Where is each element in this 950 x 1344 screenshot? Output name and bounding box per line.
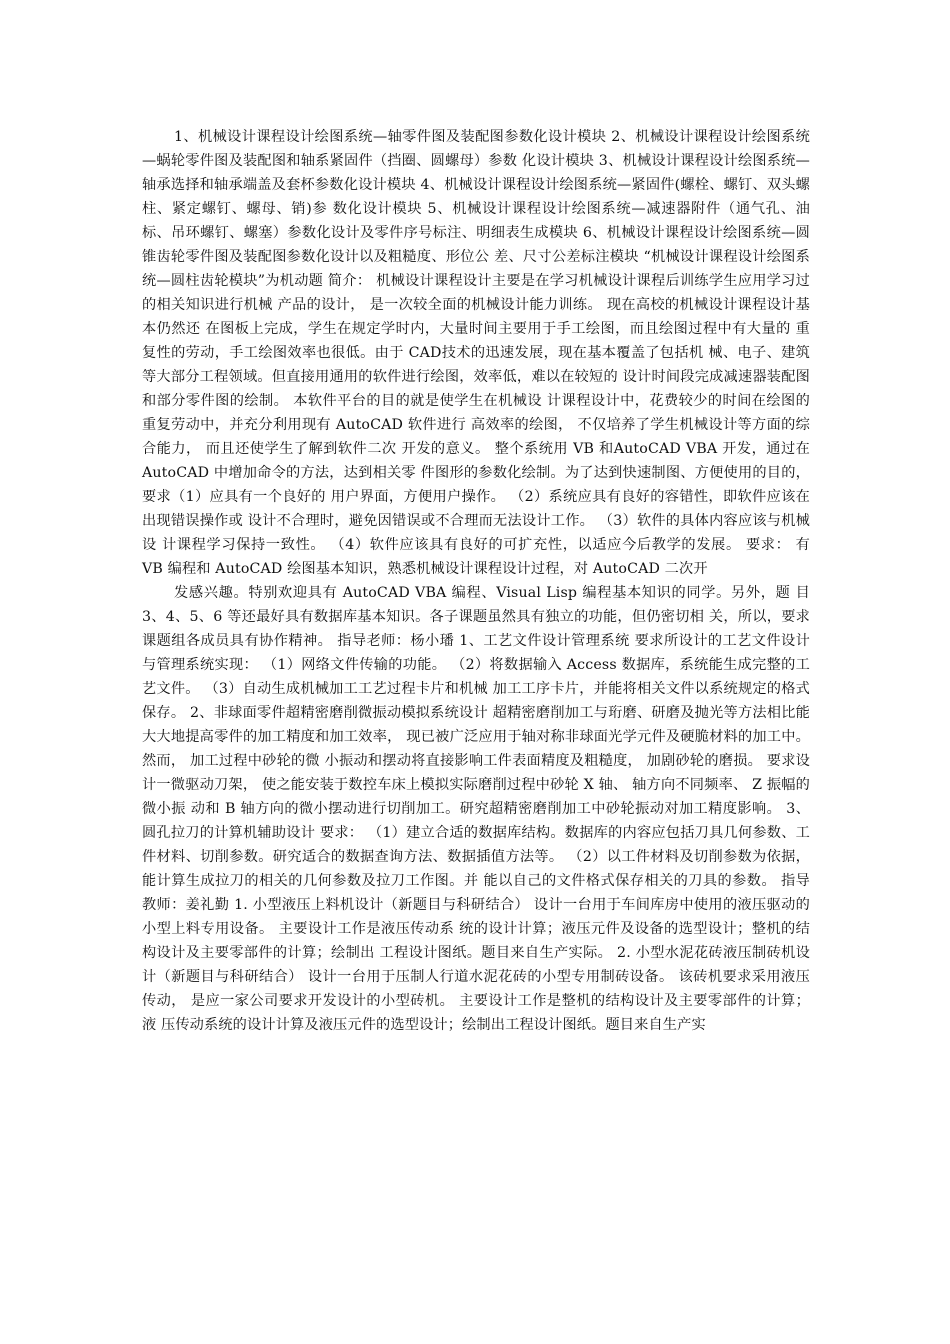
paragraph-thesis-topics-2: 发感兴趣。特别欢迎具有 AutoCAD VBA 编程、Visual Lisp 编程基本知识的同学。另外，题 目 3、4、5、6 等还最好具有数据库基本知识。各子课题虽然具有独立的功能，但仍密切相 关，所以，要求课题组各成员具有协作精神。 指导老师：杨小璠 1、工艺文件设计管理系统 要求所设计的工艺文件设计与管理系统实现： （1）网络文件传输的功能。 （2）将数据输入 Access 数据库，系统能生成完整的工艺文件。 （3）自动生成机械加工工艺过程卡片和机械 加工工序卡片，并能将相关文件以系统规定的格式保存。 2、非球面零件超精密磨削微振动模拟系统设计 超精密磨削加工与珩磨、研磨及抛光等方法相比能大大地提高零件的加工精度和加工效率， 现已被广泛应用于轴对称非球面光学元件及硬脆材料的加工中。 然而， 加工过程中砂轮的微 小振动和摆动将直接影响工件表面精度及粗糙度， 加剧砂轮的磨损。 要求设计一微驱动刀架， 使之能安装于数控车床上模拟实际磨削过程中砂轮 X 轴、 轴方向不同频率、 Z 振幅的微小振 动和 B 轴方向的微小摆动进行切削加工。研究超精密磨削加工中砂轮振动对加工精度影响。 3、圆孔拉刀的计算机辅助设计 要求： （1）建立合适的数据库结构。数据库的内容应包括刀具几何参数、工件材料、切削参数。研究适合的数据查询方法、数据插值方法等。 （2）以工件材料及切削参数为依据，能计算生成拉刀的相关的几何参数及拉刀工作图。并 能以自己的文件格式保存相关的刀具的参数。 指导教师：姜礼勤 1. 小型液压上料机设计（新题目与科研结合） 设计一台用于车间库房中使用的液压驱动的小型上料专用设备。 主要设计工作是液压传动系 统的设计计算；液压元件及设备的选型设计；整机的结构设计及主要零部件的计算；绘制出 工程设计图纸。题目来自生产实际。 2. 小型水泥花砖液压制砖机设计（新题目与科研结合） 设计一台用于压制人行道水泥花砖的小型专用制砖设备。 该砖机要求采用液压传动， 是应一家公司要求开发设计的小型砖机。 主要设计工作是整机的结构设计及主要零部件的计算；液 压传动系统的设计计算及液压元件的选型设计；绘制出工程设计图纸。题目来自生产实: [142, 585, 810, 1033]
document-body: [142, 125, 810, 1037]
paragraph-thesis-topics-1: 1、机械设计课程设计绘图系统—轴零件图及装配图参数化设计模块 2、机械设计课程设计绘图系统—蜗轮零件图及装配图和轴系紧固件（挡圈、圆螺母）参数 化设计模块 3、机械设计课程设计绘图系统—轴承选择和轴承端盖及套杯参数化设计模块 4、机械设计课程设计绘图系统—紧固件(螺栓、螺钉、双头螺柱、紧定螺钉、螺母、销)参 数化设计模块 5、机械设计课程设计绘图系统—减速器附件（通气孔、油标、吊环螺钉、螺塞）参数化设计及零件序号标注、明细表生成模块 6、机械设计课程设计绘图系统—圆锥齿轮零件图及装配图参数化设计以及粗糙度、形位公 差、尺寸公差标注模块 “机械设计课程设计绘图系统—圆柱齿轮模块”为机动题 简介： 机械设计课程设计主要是在学习机械设计课程后训练学生应用学习过的相关知识进行机械 产品的设计， 是一次较全面的机械设计能力训练。 现在高校的机械设计课程设计基本仍然还 在图板上完成，学生在规定学时内，大量时间主要用于手工绘图，而且绘图过程中有大量的 重复性的劳动，手工绘图效率也很低。由于 CAD技术的迅速发展，现在基本覆盖了包括机 械、电子、建筑等大部分工程领域。但直接用通用的软件进行绘图，效率低，难以在较短的 设计时间段完成减速器装配图和部分零件图的绘制。 本软件平台的目的就是使学生在机械设 计课程设计中，花费较少的时间在绘图的重复劳动中，并充分利用现有 AutoCAD 软件进行 高效率的绘图， 不仅培养了学生机械设计等方面的综合能力， 而且还使学生了解到软件二次 开发的意义。 整个系统用 VB 和AutoCAD VBA 开发，通过在 AutoCAD 中增加命令的方法，达到相关零 件图形的参数化绘制。为了达到快速制图、方便使用的目的，要求（1）应具有一个良好的 用户界面，方便用户操作。 （2）系统应具有良好的容错性，即软件应该在出现错误操作或 设计不合理时，避免因错误或不合理而无法设计工作。 （3）软件的具体内容应该与机械设 计课程学习保持一致性。 （4）软件应该具有良好的可扩充性，以适应今后教学的发展。 要求： 有 VB 编程和 AutoCAD 绘图基本知识，熟悉机械设计课程设计过程，对 AutoCAD 二次开: [142, 129, 810, 577]
